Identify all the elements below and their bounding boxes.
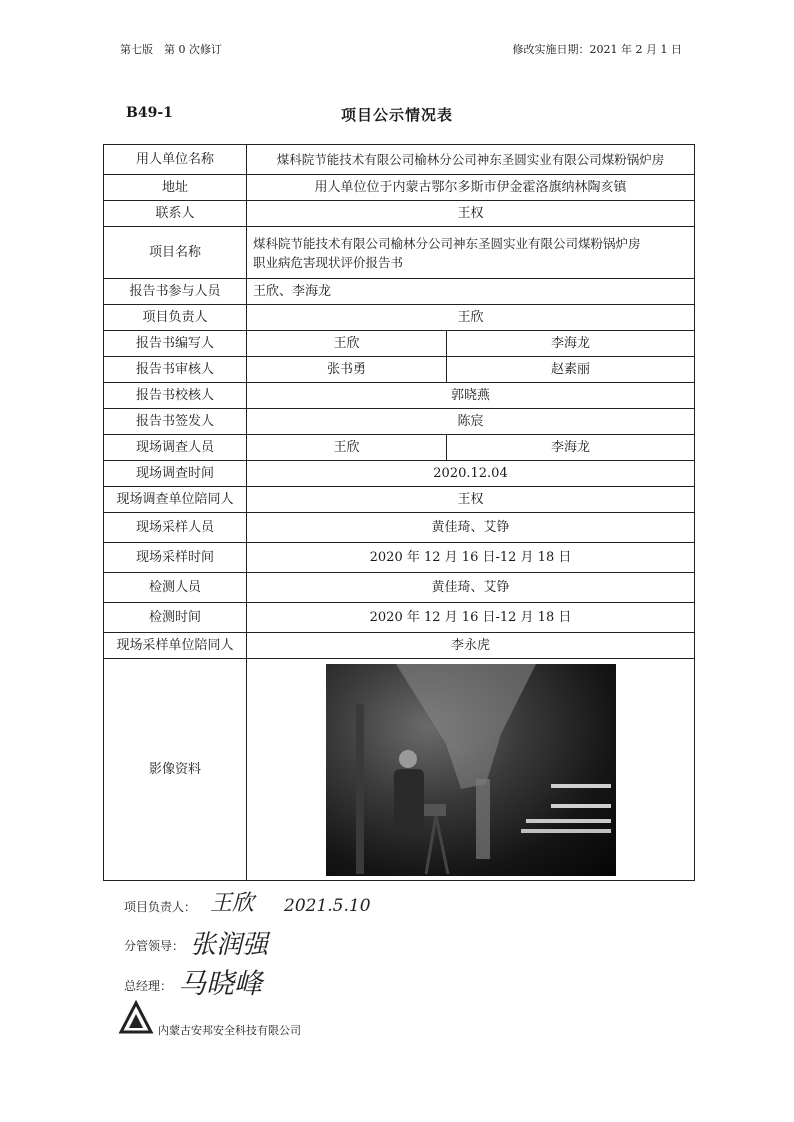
table-row <box>104 633 695 659</box>
contact-value: 王权 <box>247 201 695 227</box>
investigation-time-value: 2020.12.04 <box>247 461 695 487</box>
contact-label: 联系人 <box>104 201 247 227</box>
investigators-value-2: 李海龙 <box>447 435 695 461</box>
table-row <box>104 659 695 881</box>
proofreader-label: 报告书校核人 <box>104 383 247 409</box>
version-info: 第七版 第 0 次修订 <box>120 43 222 56</box>
project-lead-sign-date: 2021.5.10 <box>284 896 371 916</box>
table-row <box>104 603 695 633</box>
gm-signature: 马晓峰 <box>178 967 263 1000</box>
logo-mark <box>118 1000 154 1036</box>
testing-time-label: 检测时间 <box>104 603 247 633</box>
project-lead-sign-label: 项目负责人： <box>124 900 197 914</box>
testers-value: 黄佳琦、艾铮 <box>247 573 695 603</box>
sampling-time-value: 2020 年 12 月 16 日-12 月 18 日 <box>247 543 695 573</box>
table-row <box>104 409 695 435</box>
images-label: 影像资料 <box>104 659 247 881</box>
reviewers-value-2: 赵素丽 <box>447 357 695 383</box>
table-row <box>104 383 695 409</box>
writers-value-1: 王欣 <box>247 331 447 357</box>
address-value: 用人单位位于内蒙古鄂尔多斯市伊金霍洛旗纳林陶亥镇 <box>247 175 695 201</box>
sampling-escort-label: 现场采样单位陪同人 <box>104 633 247 659</box>
sampling-time-label: 现场采样时间 <box>104 543 247 573</box>
project-lead-label: 项目负责人 <box>104 305 247 331</box>
project-label: 项目名称 <box>104 227 247 279</box>
table-row <box>104 513 695 543</box>
project-lead-signature: 王欣 <box>210 891 255 916</box>
site-photo <box>326 664 616 876</box>
testers-label: 检测人员 <box>104 573 247 603</box>
table-row <box>104 227 695 279</box>
supervisor-signature: 张润强 <box>190 930 269 960</box>
project-value-line2: 职业病危害现状评价报告书 <box>253 254 404 270</box>
company-logo <box>118 1000 154 1040</box>
table-row <box>104 175 695 201</box>
samplers-label: 现场采样人员 <box>104 513 247 543</box>
document-title: 项目公示情况表 <box>340 106 453 124</box>
investigators-value-1: 王欣 <box>247 435 447 461</box>
table-row <box>104 461 695 487</box>
project-value-line1: 煤科院节能技术有限公司榆林分公司神东圣圆实业有限公司煤粉锅炉房 <box>253 235 641 251</box>
reviewers-value-1: 张书勇 <box>247 357 447 383</box>
table-row <box>104 331 695 357</box>
reviewers-label: 报告书审核人 <box>104 357 247 383</box>
investigators-label: 现场调查人员 <box>104 435 247 461</box>
investigation-escort-value: 王权 <box>247 487 695 513</box>
address-label: 地址 <box>104 175 247 201</box>
writers-label: 报告书编写人 <box>104 331 247 357</box>
publicity-table <box>103 144 695 881</box>
gm-sign-label: 总经理： <box>124 979 173 993</box>
employer-label: 用人单位名称 <box>104 145 247 175</box>
proofreader-value: 郭晓燕 <box>247 383 695 409</box>
table-row <box>104 201 695 227</box>
table-row <box>104 279 695 305</box>
project-value <box>247 227 695 279</box>
images-cell <box>247 659 695 881</box>
table-row <box>104 145 695 175</box>
participants-value: 王欣、李海龙 <box>247 279 695 305</box>
employer-value: 煤科院节能技术有限公司榆林分公司神东圣圆实业有限公司煤粉锅炉房 <box>247 145 695 175</box>
table-row <box>104 357 695 383</box>
testing-time-value: 2020 年 12 月 16 日-12 月 18 日 <box>247 603 695 633</box>
table-row <box>104 435 695 461</box>
table-row <box>104 487 695 513</box>
company-name: 内蒙古安邦安全科技有限公司 <box>158 1024 301 1037</box>
site-photo-scene <box>326 664 616 876</box>
document-code: B49-1 <box>126 105 173 121</box>
participants-label: 报告书参与人员 <box>104 279 247 305</box>
writers-value-2: 李海龙 <box>447 331 695 357</box>
investigation-time-label: 现场调查时间 <box>104 461 247 487</box>
samplers-value: 黄佳琦、艾铮 <box>247 513 695 543</box>
supervisor-sign-label: 分管领导： <box>124 939 185 953</box>
sampling-escort-value: 李永虎 <box>247 633 695 659</box>
table-row <box>104 543 695 573</box>
table-row <box>104 305 695 331</box>
project-lead-value: 王欣 <box>247 305 695 331</box>
effective-date: 修改实施日期：2021 年 2 月 1 日 <box>512 43 682 56</box>
issuer-value: 陈宸 <box>247 409 695 435</box>
investigation-escort-label: 现场调查单位陪同人 <box>104 487 247 513</box>
issuer-label: 报告书签发人 <box>104 409 247 435</box>
table-row <box>104 573 695 603</box>
